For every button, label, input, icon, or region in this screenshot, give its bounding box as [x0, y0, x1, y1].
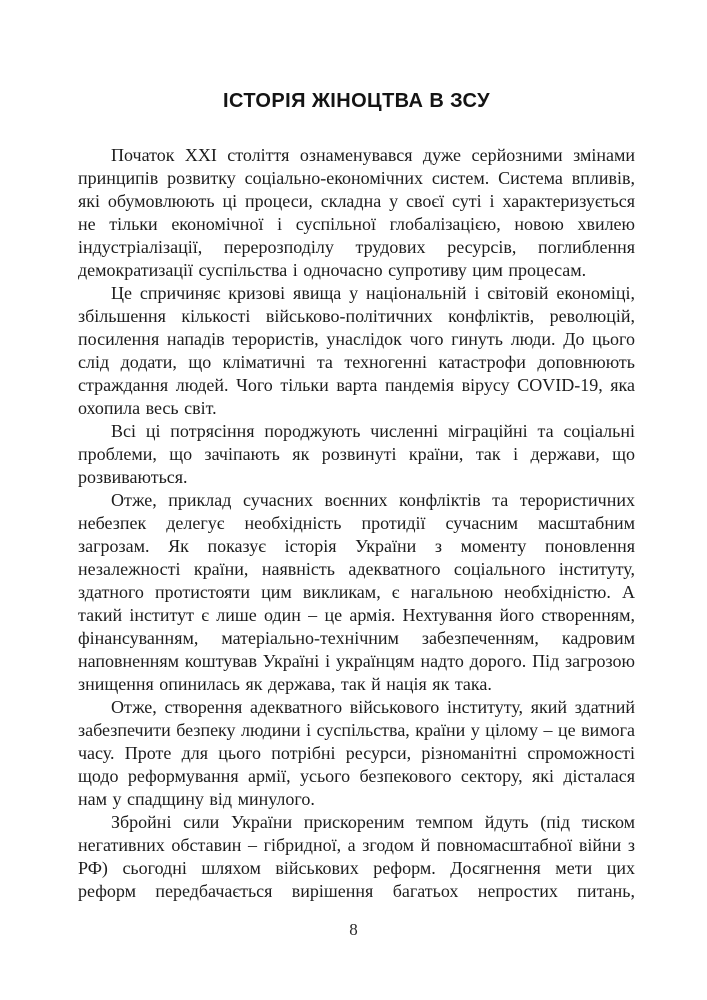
page-title: ІСТОРІЯ ЖІНОЦТВА В ЗСУ: [223, 90, 490, 112]
paragraph: Це спричиняє кризові явища у національній і світовій економіці, збільшення кількості військово-політичних конфліктів, революцій, посилення нападів терористів, унаслідок чого гинуть люди. До цього слід додати, що кліматичні та техногенні катастрофи доповнюють страждання людей. Чого тільки варта пандемія вірусу COVID-19, яка охопила весь світ.: [78, 283, 635, 418]
text-block: [78, 144, 635, 903]
paragraph: Збройні сили України прискореним темпом йдуть (під тиском негативних обставин – гібридної, а згодом й повномасштабної війни з РФ) сьогодні шляхом військових реформ. Досягнення мети цих реформ передбачається вирішення багатьох непростих питань,: [78, 812, 635, 901]
paragraph: Всі ці потрясіння породжують численні міграційні та соціальні проблеми, що зачіпають як розвинуті країни, так і держави, що розвиваються.: [78, 421, 635, 487]
paragraph: Отже, приклад сучасних воєнних конфліктів та терористичних небезпек делегує необхідність протидії сучасним масштабним загрозам. Як показує історія України з моменту поновлення незалежності країни, наявність адекватного соціального інституту, здатного протистояти цим викликам, є нагальною необхідністю. А такий інститут є лише один – це армія. Нехтування його створенням, фінансуванням, матеріально-технічним забезпеченням, кадровим наповненням коштував Україні і українцям надто дорого. Під загрозою знищення опинилась як держава, так й нація як така.: [78, 490, 635, 694]
page-number: 8: [349, 920, 358, 939]
paragraph: Отже, створення адекватного військового інституту, який здатний забезпечити безпеку людини і суспільства, країни у цілому – це вимога часу. Проте для цього потрібні ресурси, різноманітні спроможності щодо реформування армії, усього безпекового сектору, які дісталася нам у спадщину від минулого.: [78, 697, 635, 809]
paragraph: Початок XXI століття ознаменувався дуже серйозними змінами принципів розвитку соціально-економічних систем. Система впливів, які обумовлюють ці процеси, складна у своєї суті і характеризується не тільки економічної і суспільної глобалізацією, новою хвилею індустріалізації, перерозподілу трудових ресурсів, поглиблення демократизації суспільства і одночасно супротиву цим процесам.: [78, 145, 635, 280]
